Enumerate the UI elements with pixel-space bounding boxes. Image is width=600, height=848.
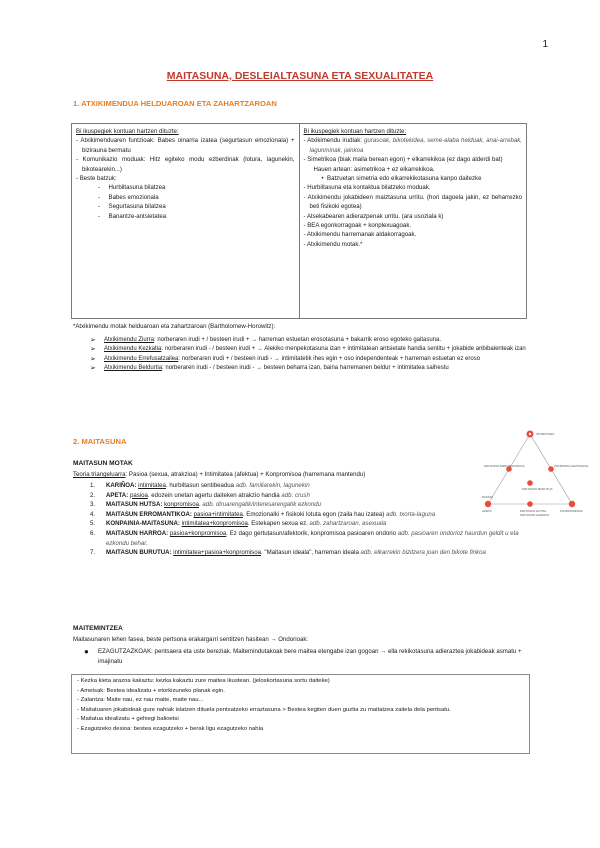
- list-item: 2. APETA: pasioa. edozein unetan agertu daiteken atrakzio handia adb. crush: [90, 491, 310, 499]
- consummate-node: [527, 480, 533, 486]
- box-line: - Ametsak: Bestea idealizatu + etorkizuneko planak egin.: [77, 687, 225, 694]
- table-right-item: - Atxikimendu irudiak: gurasoak, bikotekidea, seme-alaba helduak, anai-arrebak, lagunminak, jainkoa: [303, 137, 522, 154]
- intimacy-node-center: [529, 433, 531, 435]
- attachment-types-note: *Atxikimendu motak helduaroan eta zahartzaroan (Bartholomew-Horowitz):: [73, 323, 276, 330]
- attachment-types-list: [90, 336, 530, 374]
- maintenance-heading: MAITEMINTZEA: [73, 625, 123, 632]
- table-right-item: Hauen artean: asimetrikoa + ez elkarrekikoa.: [313, 165, 435, 173]
- table-right-item: - Atsekabearen adierazpenak urritu. (ara usoziala k): [303, 212, 444, 220]
- passion-node: [485, 501, 491, 507]
- table-left-header: Bi ikuspegiek kontuan hartzen dituzte:: [76, 128, 179, 135]
- table-left-subitem: - Banantze-antsietatea: [98, 212, 167, 220]
- commitment-node: [569, 501, 575, 507]
- table-right-item: - Atxikimendu motak.*: [303, 240, 363, 248]
- list-item: 4. MAITASUN ERROMANTIKOA: pasioa+intimitatea. Emozionalki + fisikoki lotuta egon (zaila hau izatea) adb. txorta-laguna: [90, 510, 436, 518]
- table-left-subitem: - Segurtasuna bilatzea: [98, 203, 166, 211]
- list-item: ➢ Atxikimendu Beldurtia: norberaren irudi - / besteen irudi - → besteen beharra izan, baina harremanen beldur + intimitatea saihestu: [90, 365, 449, 373]
- table-left-column: [72, 124, 299, 318]
- consequences-box: [71, 674, 530, 754]
- list-item: ➢ Atxikimendu Kezkatia: norberaren irudi - / besteen irudi + → Alekiko menpekotasuna izan + intimitatean antsietate handia sentitu + jokabide anbibalenteak izan: [90, 346, 526, 354]
- arrow-bullet-icon: ➢: [90, 355, 96, 363]
- love-types-list: [90, 481, 527, 558]
- triangular-theory: Teoria triangeluarra: Pasioa (sexua, atrakzioa) + Intimitatea (afektua) + Konpromisoa (harremana mantendu): [73, 471, 366, 478]
- bullet-dot-icon: ●: [84, 647, 89, 656]
- table-right-column: [299, 124, 527, 318]
- list-item: 3. MAITASUN HUTSA: konpromisoa. adb. diruarengatik/interesarengatik ezkondu: [90, 501, 321, 509]
- list-item: ● EZAGUTZAZKOAK: pentsaera eta uste bereziak. Maitemindutakoak bere maitea etengabe izan gogoan → ella rekikotasuna adieraztea jokabideak asmatu + imajinatu: [84, 647, 522, 665]
- box-line: - Kezka kieta arazoa kakaztu: kezka kakaztu zure maitea ikustean. (jeloskortasuna sortu daiteke): [77, 678, 330, 684]
- table-right-header: Bi ikuspegiek kontuan hartzen dituzte:: [303, 128, 407, 135]
- table-right-subitem: • Batzuetan simetria edo elkarrekikotasuna kanpo daitezke: [321, 175, 482, 183]
- box-line: - Ezagutzeko desioa: bestea ezagutzeko + berak ligu ezagutzeko nahia: [77, 725, 264, 732]
- triangle-label: PASIOA: [482, 495, 493, 499]
- list-item: 5. KONPAINIA-MAITASUNA: intimitatea+konpromisoa. Estekapen sexua ez. adb. zahartzaroan, asexuala: [90, 520, 387, 528]
- section2-heading: 2. MAITASUNA: [73, 437, 127, 446]
- table-left-subitem: - Babes emozionala: [98, 193, 159, 201]
- table-left-subitem: - Hurbiltasuna bilatzea: [98, 184, 166, 192]
- page-number: 1: [542, 39, 548, 50]
- box-line: - Zalantza: Maite nau, ez nau maite, maite nau...: [77, 697, 204, 704]
- table-right-item: - Simetrikoa (biak maila berean egon) + elkarrekikoa (ez dago alderdi bat): [303, 156, 503, 164]
- table-right-item: - BEA egonkorragoak + konplexuagoak.: [303, 222, 412, 230]
- triangle-label: MAITASUN HARROA: [520, 513, 549, 517]
- triangle-label: MAITASUN ERROMANTIKOA: [484, 464, 525, 468]
- triangle-label: KONPAINIA-MAITASUNA: [554, 464, 589, 468]
- triangle-label: APETA: [482, 509, 492, 513]
- triangle-outline: [488, 434, 572, 504]
- love-types-heading: MAITASUN MOTAK: [73, 460, 133, 467]
- arrow-bullet-icon: ➢: [90, 365, 96, 373]
- list-item: 6. MAITASUN HARROA: pasioa+konpromisoa. Ez dago gertutasun/afektorik, konpromisoa pasioaren ondorio adb. pasioaren ondorioz haurdun geldit u eta ezkondu behar.: [90, 529, 519, 547]
- section1-heading: 1. ATXIKIMENDUA HELDUAROAN ETA ZAHARTZAROAN: [73, 99, 277, 108]
- box-line: - Maitatua idealizatu + gehiegi balioetsi: [77, 716, 179, 723]
- page-title: MAITASUNA, DESLEIALTASUNA ETA SEXUALITATEA: [166, 70, 434, 82]
- arrow-bullet-icon: ➢: [90, 346, 96, 354]
- table-right-item: - Atxikimendu jokabideen maiztasuna urritu. (hori dagoela jakin, ez beharrezko beti fisikoki egotea): [303, 193, 522, 211]
- companion-node: [548, 466, 554, 472]
- love-triangle-diagram: [480, 428, 589, 517]
- triangle-label: MAITASUN HUTSA: [520, 509, 547, 513]
- table-left-item: - Komunikazio moduak: Hitz egiteko modu ezberdinak (lotura, lagunekin, bikotearekin...): [76, 156, 295, 173]
- triangle-label: MAITASUN BURUTUA: [522, 487, 553, 491]
- maintenance-intro: Maitasunaren lehen fasea, beste pertsona erakargarri sentitzen hasitean → Ondorioak:: [73, 636, 309, 643]
- list-item: ➢ Atxikimendu Errefusatzailea: norberaren irudi + / besteen irudi - → intimitatetik ihes egin + oso independenteak + harreman estuetan ez eroso: [90, 355, 481, 363]
- triangle-label: KONPROMISOA: [560, 509, 583, 513]
- attachment-table: [71, 123, 527, 319]
- table-right-item: - Atxikimendu harremanak aldakorragoak.: [303, 231, 417, 239]
- arrow-bullet-icon: ➢: [90, 337, 96, 344]
- table-left-item: - Atxikimenduaren funtzioak: Babes oinarria izatea (segurtasun emozionala) + bizirauna bermatu: [76, 137, 295, 154]
- list-item: ➢ Atxikimendu Ziurra: norberaren irudi + / besteen irudi + → harreman estuetan erosotasuna + bakarrik eroso egoteko gaitasuna.: [90, 337, 442, 344]
- list-item: 7. MAITASUN BURUTUA: intimitatea+pasioa+konpromisoa. "Maitasun ideala", harreman ideala adb. elkarrekin bizitzera joan den bikote finkoa: [90, 549, 486, 557]
- list-item: 1. KARIÑOA: intimitatea. hurbiltasun sentibeadua adb. familiarekin, lagunekin: [90, 482, 310, 489]
- triangle-label: INTIMITATEA: [536, 432, 555, 436]
- fatuous-node: [527, 501, 533, 507]
- table-left-item: - Beste batzuk:: [76, 175, 117, 183]
- table-right-item: - Hurbiltasuna eta kontaktua bilatzeko moduak.: [303, 184, 431, 192]
- box-line: - Maitatuaren jokabideak gure nahiak islatzen dituela pentsatzeko erraztasuna > Bestea kegiten duen guztia zu maitatzea zaitela dela pentsatu.: [77, 706, 451, 713]
